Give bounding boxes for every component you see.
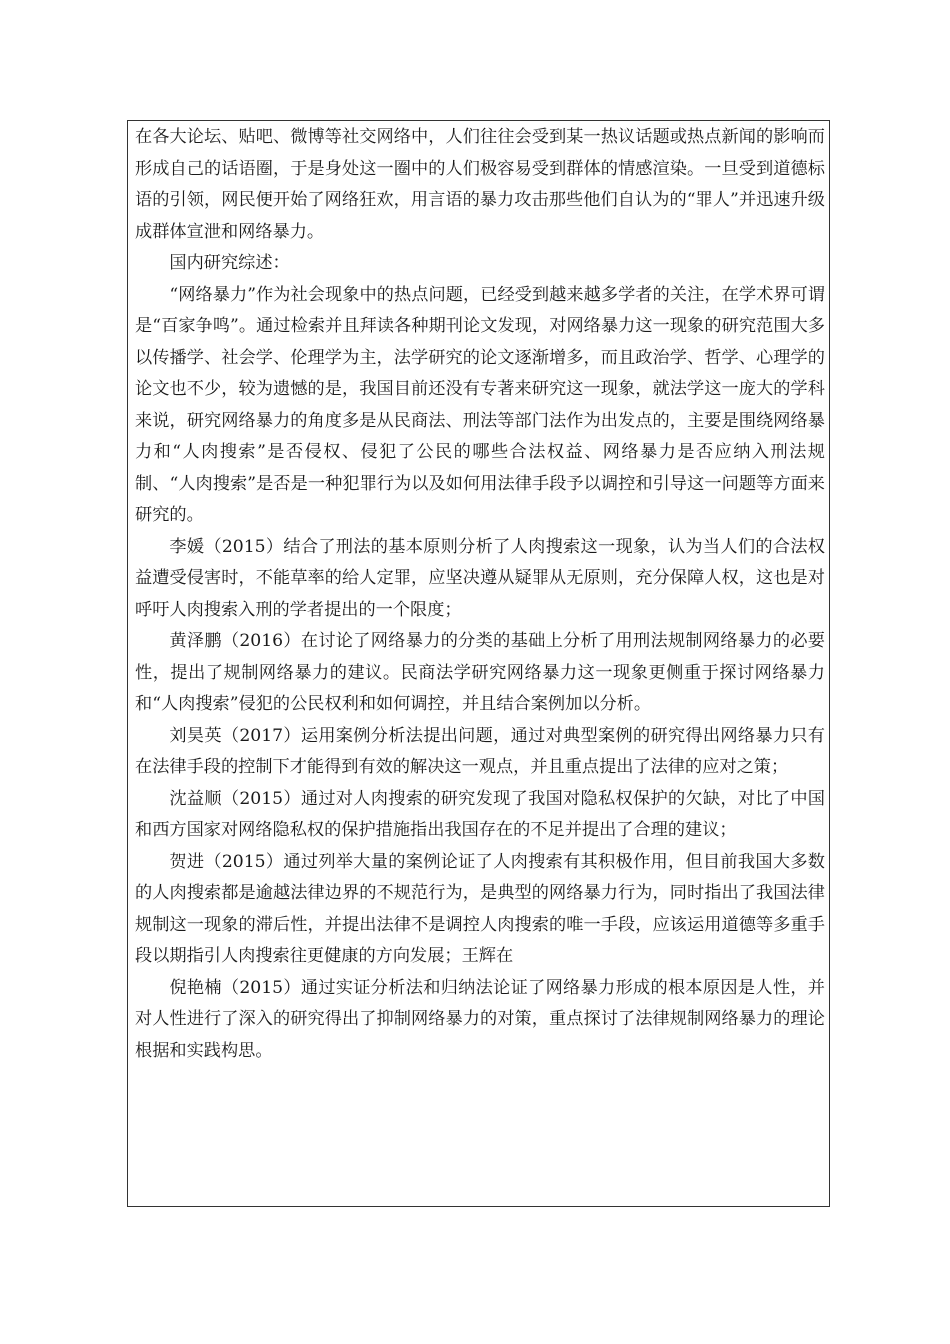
document-body	[135, 122, 825, 1067]
overview-paragraph: “网络暴力”作为社会现象中的热点问题，已经受到越来越多学者的关注，在学术界可谓是“百家争鸣”。通过检索并且拜读各种期刊论文发现，对网络暴力这一现象的研究范围大多以传播学、社会学、伦理学为主，法学研究的论文逐渐增多，而且政治学、哲学、心理学的论文也不少，较为遗憾的是，我国目前还没有专著来研究这一现象，就法学这一庞大的学科来说，研究网络暴力的角度多是从民商法、刑法等部门法作为出发点的，主要是围绕网络暴力和“人肉搜索”是否侵权、侵犯了公民的哪些合法权益、网络暴力是否应纳入刑法规制、“人肉搜索”是否是一种犯罪行为以及如何用法律手段予以调控和引导这一问题等方面来研究的。	[135, 284, 825, 525]
section-heading: 国内研究综述：	[169, 253, 290, 273]
review-paragraph-ni-yannan: 倪艳楠（2015）通过实证分析法和归纳法论证了网络暴力形成的根本原因是人性，并对人性进行了深入的研究得出了抑制网络暴力的对策，重点探讨了法律规制网络暴力的理论根据和实践构思。	[135, 977, 825, 1061]
review-paragraph-liu-haoying: 刘昊英（2017）运用案例分析法提出问题，通过对典型案例的研究得出网络暴力只有在法律手段的控制下才能得到有效的解决这一观点，并且重点提出了法律的应对之策；	[135, 725, 825, 777]
intro-paragraph: 在各大论坛、贴吧、微博等社交网络中，人们往往会受到某一热议话题或热点新闻的影响而形成自己的话语圈，于是身处这一圈中的人们极容易受到群体的情感渲染。一旦受到道德标语的引领，网民便开始了网络狂欢，用言语的暴力攻击那些他们自认为的“罪人”并迅速升级成群体宣泄和网络暴力。	[135, 127, 825, 242]
review-paragraph-li-yuan: 李媛（2015）结合了刑法的基本原则分析了人肉搜索这一现象，认为当人们的合法权益遭受侵害时，不能草率的给人定罪，应坚决遵从疑罪从无原则，充分保障人权，这也是对呼吁人肉搜索入刑的学者提出的一个限度；	[135, 536, 825, 620]
review-paragraph-huang-zepeng: 黄泽鹏（2016）在讨论了网络暴力的分类的基础上分析了用刑法规制网络暴力的必要性，提出了规制网络暴力的建议。民商法学研究网络暴力这一现象更侧重于探讨网络暴力和“人肉搜索”侵犯的公民权利和如何调控，并且结合案例加以分析。	[135, 631, 825, 714]
review-paragraph-shen-yishun: 沈益顺（2015）通过对人肉搜索的研究发现了我国对隐私权保护的欠缺，对比了中国和西方国家对网络隐私权的保护措施指出我国存在的不足并提出了合理的建议；	[135, 788, 825, 840]
review-paragraph-he-jin: 贺进（2015）通过列举大量的案例论证了人肉搜索有其积极作用，但目前我国大多数的人肉搜索都是逾越法律边界的不规范行为，是典型的网络暴力行为，同时指出了我国法律规制这一现象的滞后性，并提出法律不是调控人肉搜索的唯一手段，应该运用道德等多重手段以期指引人肉搜索往更健康的方向发展；王辉在	[135, 851, 825, 966]
